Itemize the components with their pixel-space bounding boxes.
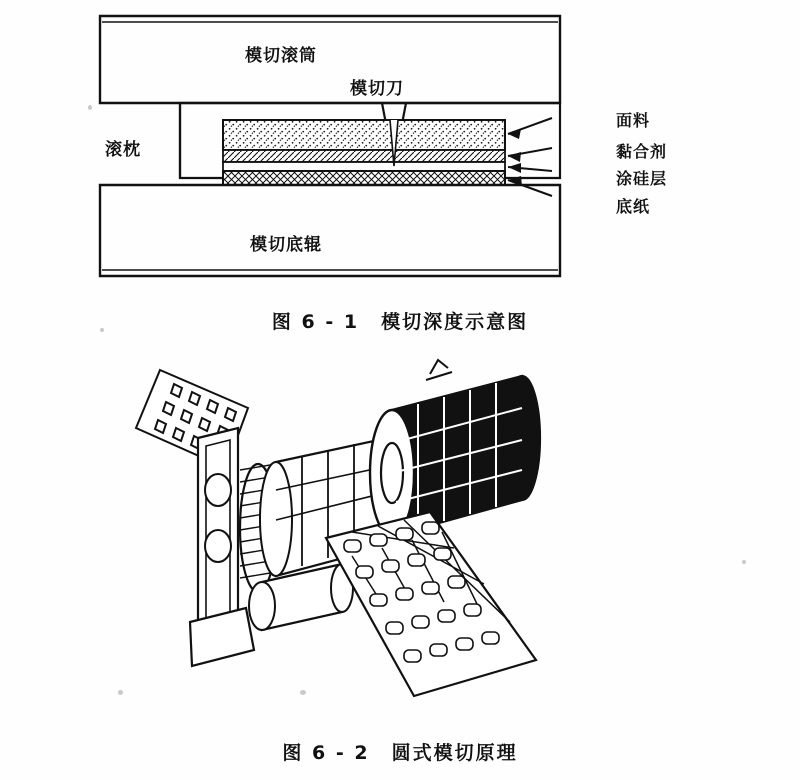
figure2-caption-number: 图 6 - 2	[282, 742, 370, 764]
figure1-caption	[0, 307, 800, 334]
bottom-roll-outline	[100, 185, 560, 276]
figure1-caption-number: 图 6 - 1	[271, 311, 360, 333]
label-anvil-bar: 滚枕	[105, 140, 141, 160]
figure-rotary-die-cutting-principle	[130, 350, 600, 720]
scan-speck	[100, 328, 104, 332]
scan-speck	[118, 690, 123, 695]
figure2-caption	[0, 738, 800, 765]
die-cylinder-shaft	[381, 443, 403, 503]
label-die-drum: 模切滚筒	[245, 46, 317, 66]
figure2-drawing	[130, 350, 600, 720]
layer-liner	[223, 171, 505, 185]
label-die-knife: 模切刀	[350, 79, 404, 99]
layer-adhesive	[223, 150, 505, 162]
label-layer-adhesive: 黏合剂	[616, 142, 668, 161]
die-cylinder	[370, 360, 540, 536]
label-layer-silicone: 涂硅层	[616, 169, 668, 188]
scan-speck	[300, 690, 306, 695]
die-drum-outline	[100, 16, 560, 103]
layer-silicone	[223, 162, 505, 171]
label-bottom-roll: 模切底辊	[250, 235, 322, 255]
label-web-output	[326, 512, 536, 696]
frame-bearing-upper	[205, 474, 231, 506]
figure-die-cutting-depth	[60, 8, 668, 293]
frame-bearing-lower	[205, 530, 231, 562]
figure1-caption-title: 模切深度示意图	[381, 311, 529, 333]
die-cylinder-handle	[430, 360, 448, 374]
scan-speck	[88, 105, 92, 110]
figure2-caption-title: 圆式模切原理	[391, 742, 518, 764]
label-layer-face-stock: 面料	[616, 111, 651, 130]
layer-face-stock	[223, 120, 505, 150]
scan-speck	[742, 560, 746, 564]
label-layer-liner: 底纸	[616, 197, 651, 216]
